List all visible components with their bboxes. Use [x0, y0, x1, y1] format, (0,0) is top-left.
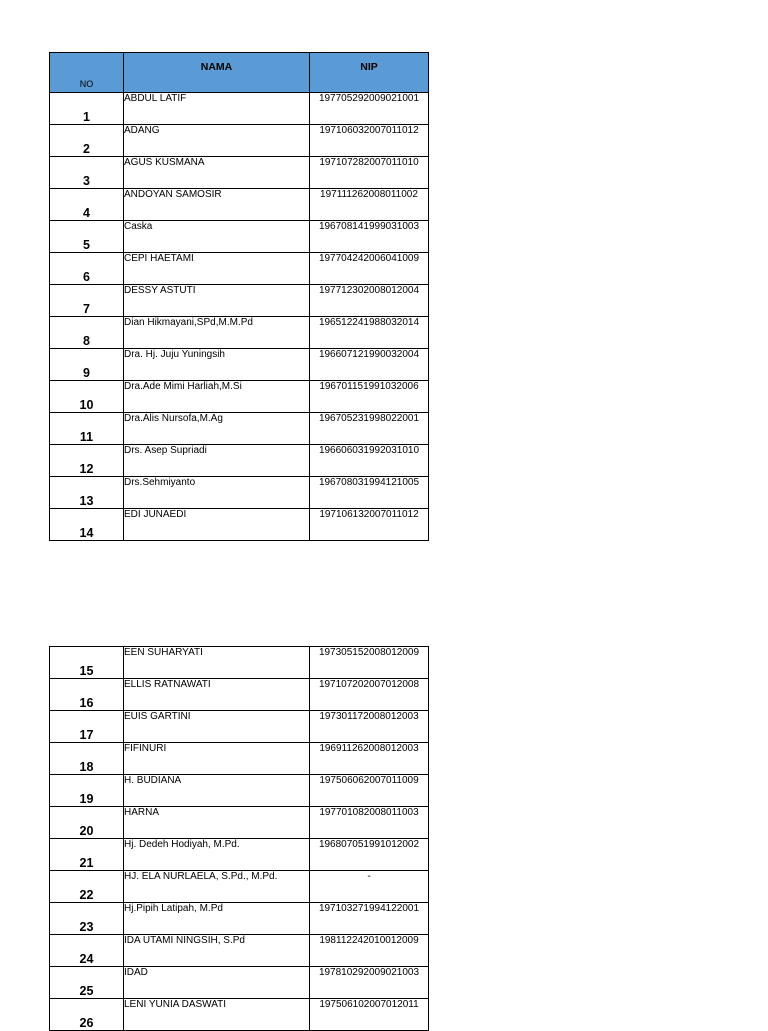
- employee-name: Dra.Ade Mimi Harliah,M.Si: [124, 381, 310, 413]
- table-row: [50, 807, 429, 839]
- row-number: 9: [50, 349, 124, 381]
- employee-name: IDA UTAMI NINGSIH, S.Pd: [124, 935, 310, 967]
- row-number: 15: [50, 647, 124, 679]
- table-row: [50, 999, 429, 1031]
- employee-name: Dian Hikmayani,SPd,M.M.Pd: [124, 317, 310, 349]
- row-number: 18: [50, 743, 124, 775]
- employee-nip: 196606031992031010: [310, 445, 429, 477]
- employee-nip: 197301172008012003: [310, 711, 429, 743]
- row-number: 5: [50, 221, 124, 253]
- employee-name: IDAD: [124, 967, 310, 999]
- table-row: [50, 445, 429, 477]
- table-row: [50, 679, 429, 711]
- employee-name: FIFINURI: [124, 743, 310, 775]
- employee-name: CEPI HAETAMI: [124, 253, 310, 285]
- employee-name: ADANG: [124, 125, 310, 157]
- table-row: [50, 221, 429, 253]
- row-number: 26: [50, 999, 124, 1031]
- employee-nip: 197106032007011012: [310, 125, 429, 157]
- row-number: 23: [50, 903, 124, 935]
- table-row: [50, 935, 429, 967]
- employee-name: ELLIS RATNAWATI: [124, 679, 310, 711]
- employee-name: Caska: [124, 221, 310, 253]
- row-number: 21: [50, 839, 124, 871]
- table-row: [50, 125, 429, 157]
- employee-nip: 197701082008011003: [310, 807, 429, 839]
- row-number: 22: [50, 871, 124, 903]
- table-row: [50, 413, 429, 445]
- employee-nip: 197704242006041009: [310, 253, 429, 285]
- table-row: [50, 871, 429, 903]
- row-number: 4: [50, 189, 124, 221]
- table-row: [50, 189, 429, 221]
- table-row: [50, 903, 429, 935]
- table-row: [50, 839, 429, 871]
- employee-nip: 197305152008012009: [310, 647, 429, 679]
- employee-name: H. BUDIANA: [124, 775, 310, 807]
- row-number: 19: [50, 775, 124, 807]
- row-number: 1: [50, 93, 124, 125]
- employee-nip: 196911262008012003: [310, 743, 429, 775]
- employee-nip: 197107202007012008: [310, 679, 429, 711]
- employee-nip: 197506102007012011: [310, 999, 429, 1031]
- employee-name: Drs.Sehmiyanto: [124, 477, 310, 509]
- employee-nip: 197106132007011012: [310, 509, 429, 541]
- employee-name: Dra. Hj. Juju Yuningsih: [124, 349, 310, 381]
- table-row: [50, 93, 429, 125]
- row-number: 2: [50, 125, 124, 157]
- table-row: [50, 711, 429, 743]
- table-row: [50, 157, 429, 189]
- employee-name: LENI YUNIA DASWATI: [124, 999, 310, 1031]
- table-row: [50, 743, 429, 775]
- column-header-nip: NIP: [310, 53, 429, 93]
- table-row: [50, 285, 429, 317]
- employee-nip: 197111262008011002: [310, 189, 429, 221]
- employee-name: EUIS GARTINI: [124, 711, 310, 743]
- employee-nip: 197506062007011009: [310, 775, 429, 807]
- employee-nip: 196512241988032014: [310, 317, 429, 349]
- employee-nip: 196708141999031003: [310, 221, 429, 253]
- row-number: 17: [50, 711, 124, 743]
- employee-name: ANDOYAN SAMOSIR: [124, 189, 310, 221]
- employee-nip: 196607121990032004: [310, 349, 429, 381]
- row-number: 10: [50, 381, 124, 413]
- employee-name: Dra.Alis Nursofa,M.Ag: [124, 413, 310, 445]
- employee-nip: 196705231998022001: [310, 413, 429, 445]
- column-header-nama: NAMA: [124, 53, 310, 93]
- row-number: 13: [50, 477, 124, 509]
- employee-name: DESSY ASTUTI: [124, 285, 310, 317]
- employee-nip: 197103271994122001: [310, 903, 429, 935]
- table-row: [50, 775, 429, 807]
- table-header-row: [50, 53, 429, 93]
- column-header-no: NO: [50, 53, 124, 93]
- table-row: [50, 381, 429, 413]
- employee-nip: 197810292009021003: [310, 967, 429, 999]
- employee-name: HARNA: [124, 807, 310, 839]
- employee-name: Drs. Asep Supriadi: [124, 445, 310, 477]
- employee-nip: 196701151991032006: [310, 381, 429, 413]
- row-number: 11: [50, 413, 124, 445]
- table-row: [50, 967, 429, 999]
- row-number: 3: [50, 157, 124, 189]
- row-number: 16: [50, 679, 124, 711]
- row-number: 8: [50, 317, 124, 349]
- employee-table-page-2: [49, 646, 429, 1031]
- employee-nip: 198112242010012009: [310, 935, 429, 967]
- row-number: 20: [50, 807, 124, 839]
- table-row: [50, 349, 429, 381]
- table-row: [50, 253, 429, 285]
- employee-name: AGUS KUSMANA: [124, 157, 310, 189]
- employee-nip: 197712302008012004: [310, 285, 429, 317]
- employee-name: Hj.Pipih Latipah, M.Pd: [124, 903, 310, 935]
- employee-name: EEN SUHARYATI: [124, 647, 310, 679]
- employee-nip: 197705292009021001: [310, 93, 429, 125]
- employee-nip: 196708031994121005: [310, 477, 429, 509]
- row-number: 25: [50, 967, 124, 999]
- row-number: 12: [50, 445, 124, 477]
- row-number: 7: [50, 285, 124, 317]
- employee-table-page-1: [49, 52, 429, 541]
- employee-name: ABDUL LATIF: [124, 93, 310, 125]
- employee-nip: -: [310, 871, 429, 903]
- table-row: [50, 509, 429, 541]
- table-row: [50, 647, 429, 679]
- employee-name: Hj. Dedeh Hodiyah, M.Pd.: [124, 839, 310, 871]
- table-row: [50, 317, 429, 349]
- row-number: 6: [50, 253, 124, 285]
- row-number: 14: [50, 509, 124, 541]
- employee-nip: 197107282007011010: [310, 157, 429, 189]
- employee-name: EDI JUNAEDI: [124, 509, 310, 541]
- employee-name: HJ. ELA NURLAELA, S.Pd., M.Pd.: [124, 871, 310, 903]
- employee-nip: 196807051991012002: [310, 839, 429, 871]
- table-row: [50, 477, 429, 509]
- row-number: 24: [50, 935, 124, 967]
